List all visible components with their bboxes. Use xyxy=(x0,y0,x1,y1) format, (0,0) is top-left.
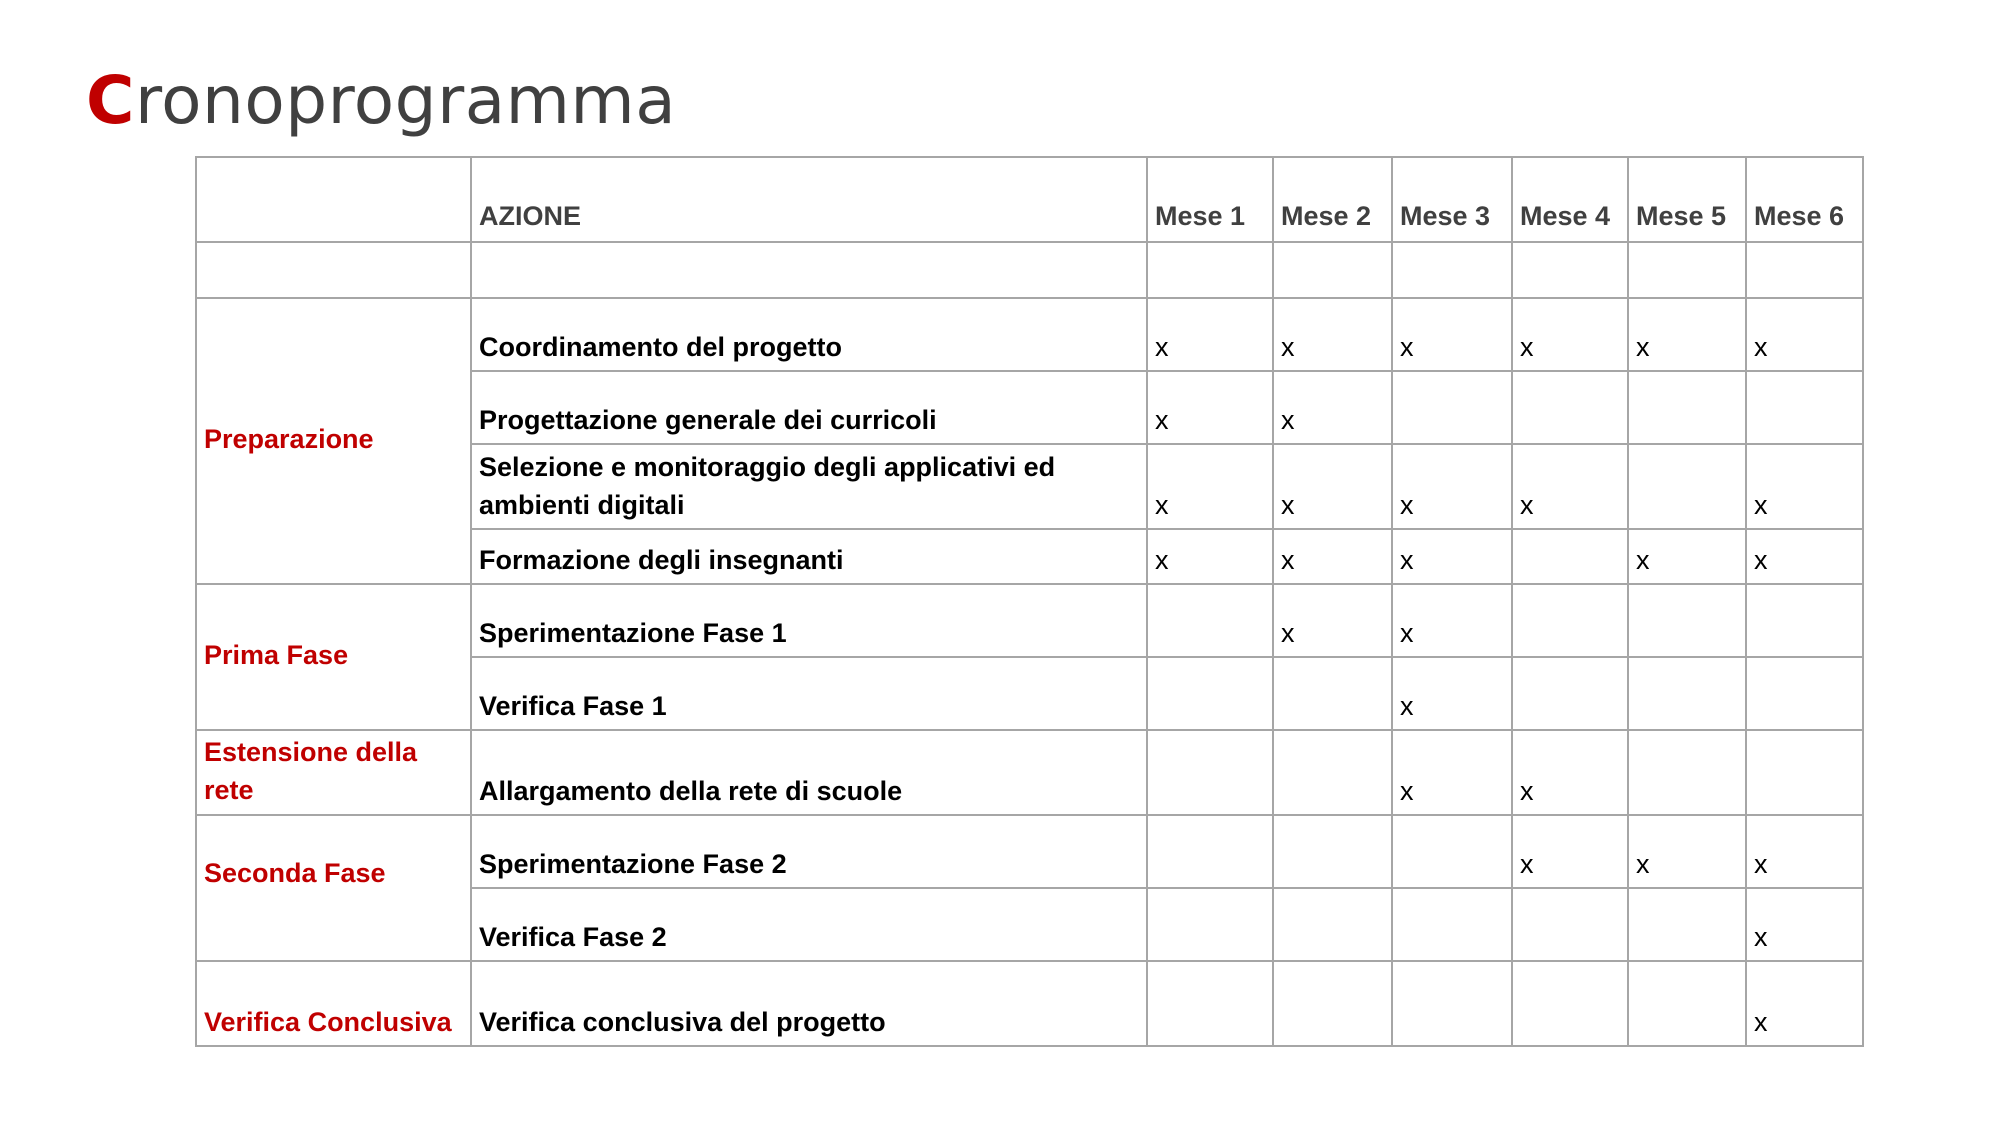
month-2-mark: x xyxy=(1273,529,1392,584)
month-1-mark xyxy=(1147,657,1273,730)
month-6-mark: x xyxy=(1746,529,1863,584)
header-cell-action: AZIONE xyxy=(471,157,1147,242)
month-3-mark: x xyxy=(1392,730,1512,815)
blank-cell xyxy=(1147,242,1273,298)
month-3-mark: x xyxy=(1392,657,1512,730)
month-3-mark xyxy=(1392,371,1512,444)
month-4-mark xyxy=(1512,657,1628,730)
phase-cell-verifica-conclusiva: Verifica Conclusiva xyxy=(196,961,471,1046)
blank-cell xyxy=(1392,242,1512,298)
month-6-mark xyxy=(1746,584,1863,657)
month-1-mark: x xyxy=(1147,371,1273,444)
month-4-mark xyxy=(1512,888,1628,961)
header-cell-month-2: Mese 2 xyxy=(1273,157,1392,242)
phase-cell-preparazione: Preparazione xyxy=(196,298,471,584)
month-6-mark xyxy=(1746,730,1863,815)
header-cell-phase xyxy=(196,157,471,242)
month-1-mark xyxy=(1147,888,1273,961)
month-6-mark xyxy=(1746,371,1863,444)
month-3-mark: x xyxy=(1392,444,1512,529)
month-2-mark: x xyxy=(1273,444,1392,529)
month-3-mark xyxy=(1392,815,1512,888)
action-cell: Coordinamento del progetto xyxy=(471,298,1147,371)
month-5-mark: x xyxy=(1628,815,1746,888)
action-cell: Selezione e monitoraggio degli applicativi ed ambienti digitali xyxy=(471,444,1147,529)
header-cell-month-5: Mese 5 xyxy=(1628,157,1746,242)
month-2-mark xyxy=(1273,888,1392,961)
blank-cell xyxy=(196,242,471,298)
month-3-mark: x xyxy=(1392,529,1512,584)
action-cell: Allargamento della rete di scuole xyxy=(471,730,1147,815)
month-1-mark: x xyxy=(1147,444,1273,529)
month-1-mark: x xyxy=(1147,298,1273,371)
month-2-mark: x xyxy=(1273,371,1392,444)
month-3-mark xyxy=(1392,961,1512,1046)
month-5-mark xyxy=(1628,961,1746,1046)
month-5-mark: x xyxy=(1628,298,1746,371)
action-cell: Verifica Fase 1 xyxy=(471,657,1147,730)
month-6-mark: x xyxy=(1746,444,1863,529)
month-6-mark: x xyxy=(1746,298,1863,371)
month-6-mark: x xyxy=(1746,815,1863,888)
header-cell-month-1: Mese 1 xyxy=(1147,157,1273,242)
slide-title xyxy=(86,62,676,139)
blank-row xyxy=(196,242,1863,298)
phase-cell-seconda-fase: Seconda Fase xyxy=(196,815,471,961)
month-1-mark: x xyxy=(1147,529,1273,584)
month-1-mark xyxy=(1147,815,1273,888)
title-rest: ronoprogramma xyxy=(134,62,677,139)
action-cell: Progettazione generale dei curricoli xyxy=(471,371,1147,444)
header-cell-month-6: Mese 6 xyxy=(1746,157,1863,242)
table-row xyxy=(196,730,1863,815)
blank-cell xyxy=(1746,242,1863,298)
month-6-mark xyxy=(1746,657,1863,730)
blank-cell xyxy=(1273,242,1392,298)
month-1-mark xyxy=(1147,961,1273,1046)
month-2-mark xyxy=(1273,730,1392,815)
month-2-mark xyxy=(1273,657,1392,730)
month-5-mark xyxy=(1628,371,1746,444)
table-row xyxy=(196,584,1863,657)
month-5-mark xyxy=(1628,730,1746,815)
month-5-mark xyxy=(1628,584,1746,657)
action-cell: Verifica Fase 2 xyxy=(471,888,1147,961)
month-5-mark xyxy=(1628,444,1746,529)
month-2-mark xyxy=(1273,815,1392,888)
month-4-mark xyxy=(1512,371,1628,444)
month-2-mark: x xyxy=(1273,584,1392,657)
month-3-mark: x xyxy=(1392,584,1512,657)
month-4-mark: x xyxy=(1512,298,1628,371)
header-cell-month-3: Mese 3 xyxy=(1392,157,1512,242)
month-2-mark: x xyxy=(1273,298,1392,371)
month-1-mark xyxy=(1147,584,1273,657)
month-4-mark xyxy=(1512,584,1628,657)
table-row xyxy=(196,961,1863,1046)
month-3-mark xyxy=(1392,888,1512,961)
table-row xyxy=(196,298,1863,371)
month-4-mark xyxy=(1512,961,1628,1046)
month-4-mark: x xyxy=(1512,815,1628,888)
phase-cell-estensione: Estensione della rete xyxy=(196,730,471,815)
month-4-mark xyxy=(1512,529,1628,584)
action-cell: Sperimentazione Fase 2 xyxy=(471,815,1147,888)
phase-cell-prima-fase: Prima Fase xyxy=(196,584,471,730)
month-1-mark xyxy=(1147,730,1273,815)
title-first-letter: C xyxy=(86,62,135,139)
month-5-mark: x xyxy=(1628,529,1746,584)
month-6-mark: x xyxy=(1746,888,1863,961)
header-cell-month-4: Mese 4 xyxy=(1512,157,1628,242)
action-cell: Sperimentazione Fase 1 xyxy=(471,584,1147,657)
month-4-mark: x xyxy=(1512,730,1628,815)
action-cell: Formazione degli insegnanti xyxy=(471,529,1147,584)
month-2-mark xyxy=(1273,961,1392,1046)
action-cell: Verifica conclusiva del progetto xyxy=(471,961,1147,1046)
schedule-table xyxy=(195,156,1864,1047)
month-6-mark: x xyxy=(1746,961,1863,1046)
blank-cell xyxy=(471,242,1147,298)
month-5-mark xyxy=(1628,657,1746,730)
blank-cell xyxy=(1628,242,1746,298)
month-3-mark: x xyxy=(1392,298,1512,371)
header-row xyxy=(196,157,1863,242)
month-5-mark xyxy=(1628,888,1746,961)
month-4-mark: x xyxy=(1512,444,1628,529)
table-row xyxy=(196,815,1863,888)
blank-cell xyxy=(1512,242,1628,298)
